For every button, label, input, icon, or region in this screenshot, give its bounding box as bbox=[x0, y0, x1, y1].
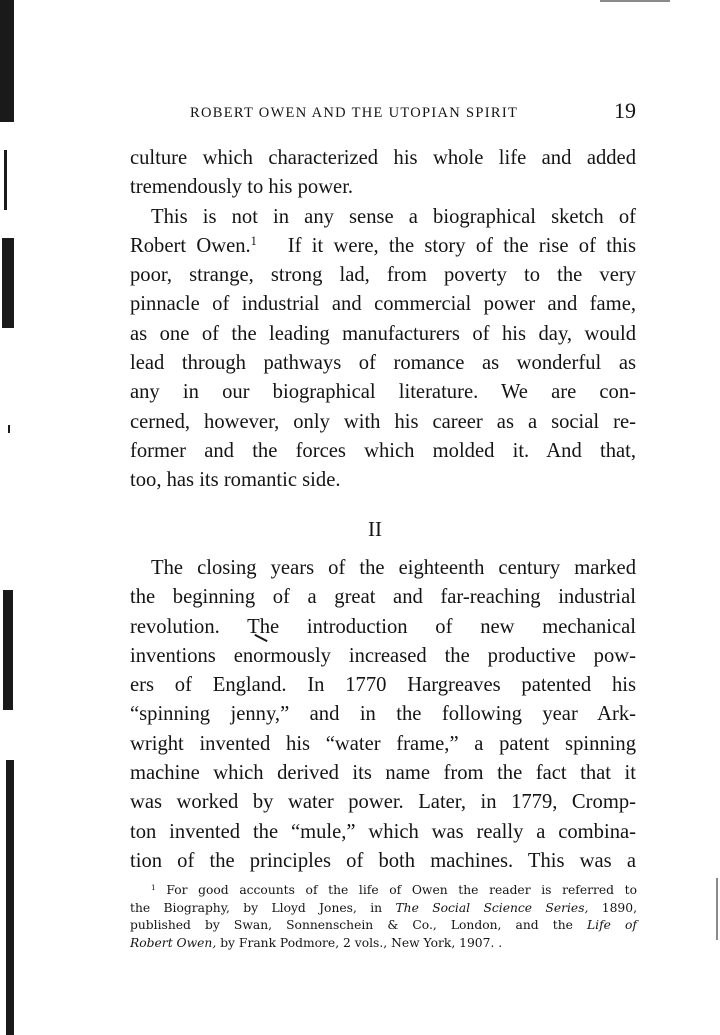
text-line: wright invented his “water frame,” a patent spinning bbox=[130, 732, 636, 755]
text-line: lead through pathways of romance as wonderful as bbox=[130, 352, 636, 375]
text-line: revolution. The introduction of new mechanical bbox=[130, 615, 636, 638]
text-line: “spinning jenny,” and in the following year Ark- bbox=[130, 703, 636, 726]
text-fragment: If it were, the story of the rise of this bbox=[287, 234, 636, 257]
text-fragment: by Frank Podmore, 2 vols., New York, 1907. . bbox=[220, 935, 503, 950]
text-fragment: the Biography, by Lloyd Jones, in bbox=[130, 900, 383, 915]
text-line: This is not in any sense a biographical sketch of bbox=[151, 205, 636, 228]
footnote-line bbox=[130, 935, 637, 953]
footnote-marker: 1 bbox=[151, 882, 156, 892]
book-title-cont: Robert Owen, bbox=[130, 935, 217, 950]
text-line: tion of the principles of both machines. This was a bbox=[130, 849, 636, 872]
text-fragment: Robert Owen. bbox=[130, 234, 251, 257]
binding-shadow-bottom bbox=[6, 760, 14, 1035]
text-line: as one of the leading manufacturers of his day, would bbox=[130, 322, 636, 345]
footnote-line bbox=[130, 900, 637, 918]
text-line: any in our biographical literature. We are con- bbox=[130, 381, 636, 404]
section-heading: II bbox=[368, 517, 382, 541]
text-line: The closing years of the eighteenth century marked bbox=[151, 557, 636, 579]
text-line: the beginning of a great and far-reaching industrial bbox=[130, 586, 636, 609]
footnote-line bbox=[130, 882, 637, 900]
text-line: pinnacle of industrial and commercial power and fame, bbox=[130, 293, 636, 316]
footnote-reference: 1 bbox=[250, 234, 257, 249]
binding-shadow-middle bbox=[2, 238, 14, 328]
text-line: cerned, however, only with his career as a social re- bbox=[130, 410, 636, 433]
text-line: machine which derived its name from the fact that it bbox=[130, 762, 636, 785]
text-line: former and the forces which molded it. And that, bbox=[130, 439, 636, 462]
book-title: Life of bbox=[587, 918, 637, 933]
binding-tick bbox=[8, 425, 10, 433]
body-text-top bbox=[130, 144, 636, 496]
text-line: poor, strange, strong lad, from poverty to the very bbox=[130, 264, 636, 287]
running-head bbox=[190, 98, 638, 128]
text-line: ers of England. In 1770 Hargreaves patented his bbox=[130, 674, 636, 697]
body-text-section-ii bbox=[130, 554, 636, 876]
text-line: too, has its romantic side. bbox=[130, 469, 341, 492]
text-line: culture which characterized his whole life and added bbox=[130, 147, 636, 169]
page-number: 19 bbox=[614, 98, 636, 123]
text-fragment: 1890, bbox=[601, 900, 637, 915]
running-title: ROBERT OWEN AND THE UTOPIAN SPIRIT bbox=[190, 105, 519, 121]
binding-shadow-top bbox=[0, 0, 14, 122]
text-line: was worked by water power. Later, in 1779, Cromp- bbox=[130, 791, 636, 814]
text-line: inventions enormously increased the productive pow- bbox=[130, 644, 636, 667]
edge-speck-top bbox=[600, 0, 670, 2]
text-line: tremendously to his power. bbox=[130, 176, 354, 199]
text-line bbox=[130, 232, 636, 261]
text-line: ton invented the “mule,” which was really a combina- bbox=[130, 820, 636, 843]
binding-shadow-lower bbox=[3, 590, 13, 710]
footnote-line bbox=[130, 917, 637, 935]
series-title: The Social Science Series, bbox=[395, 900, 589, 915]
text-fragment: For good accounts of the life of Owen the reader is referred to bbox=[166, 883, 637, 897]
binding-shadow-upper bbox=[4, 150, 7, 210]
text-fragment: published by Swan, Sonnenschein & Co., London, and the bbox=[130, 918, 573, 933]
edge-speck-right bbox=[716, 878, 718, 940]
footnote bbox=[130, 882, 637, 952]
